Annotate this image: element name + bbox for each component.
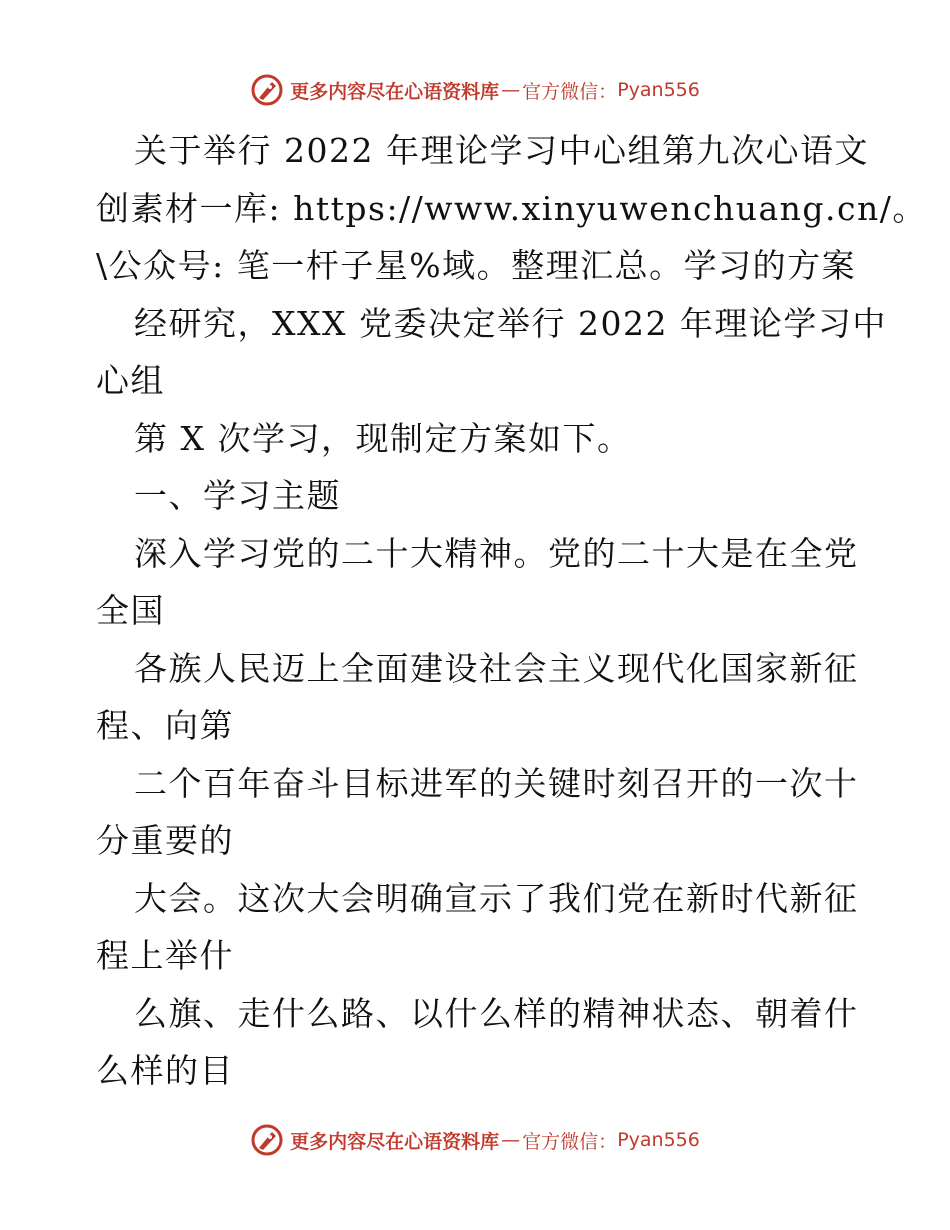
body-line: 么旗、走什么路、以什么样的精神状态、朝着什 <box>134 993 859 1033</box>
footer-banner-text: 更多内容尽在心语资料库 <box>290 1130 500 1153</box>
body-line: 大会。这次大会明确宣示了我们党在新时代新征 <box>134 878 859 918</box>
body-line: 二个百年奋斗目标进军的关键时刻召开的一次十 <box>134 763 859 803</box>
pen-nib-logo-icon <box>250 1123 284 1157</box>
body-line: 心组 <box>96 361 165 400</box>
footer-wechat-id: Pyan556 <box>617 1129 700 1151</box>
body-line: 么样的目 <box>96 1051 234 1090</box>
body-line: \公众号: 笔一杆子星%域。整理汇总。学习的方案 <box>96 246 857 285</box>
body-line: 第 X 次学习，现制定方案如下。 <box>134 418 632 458</box>
body-line: 全国 <box>96 591 165 630</box>
body-line: 程上举什 <box>96 936 234 975</box>
section-heading: 一、学习主题 <box>134 476 341 515</box>
body-line: 程、向第 <box>96 706 234 745</box>
body-line: 创素材一库: https://www.xinyuwenchuang.cn/。 <box>96 188 927 228</box>
footer-banner <box>0 1120 950 1160</box>
pen-nib-logo-icon <box>250 73 284 107</box>
header-dash: — <box>501 79 521 101</box>
body-line: 经研究，XXX 党委决定举行 2022 年理论学习中 <box>134 303 887 343</box>
header-banner <box>0 70 950 110</box>
header-banner-text: 更多内容尽在心语资料库 <box>290 80 500 103</box>
body-line: 关于举行 2022 年理论学习中心组第九次心语文 <box>134 131 869 170</box>
header-wechat-label: 官方微信： <box>522 80 618 103</box>
body-line: 分重要的 <box>96 821 234 860</box>
document-body <box>96 122 927 1100</box>
footer-wechat-label: 官方微信： <box>522 1130 618 1153</box>
body-line: 深入学习党的二十大精神。党的二十大是在全党 <box>134 533 859 573</box>
body-line: 各族人民迈上全面建设社会主义现代化国家新征 <box>134 648 859 688</box>
footer-dash: — <box>501 1129 521 1151</box>
header-wechat-id: Pyan556 <box>617 79 700 101</box>
